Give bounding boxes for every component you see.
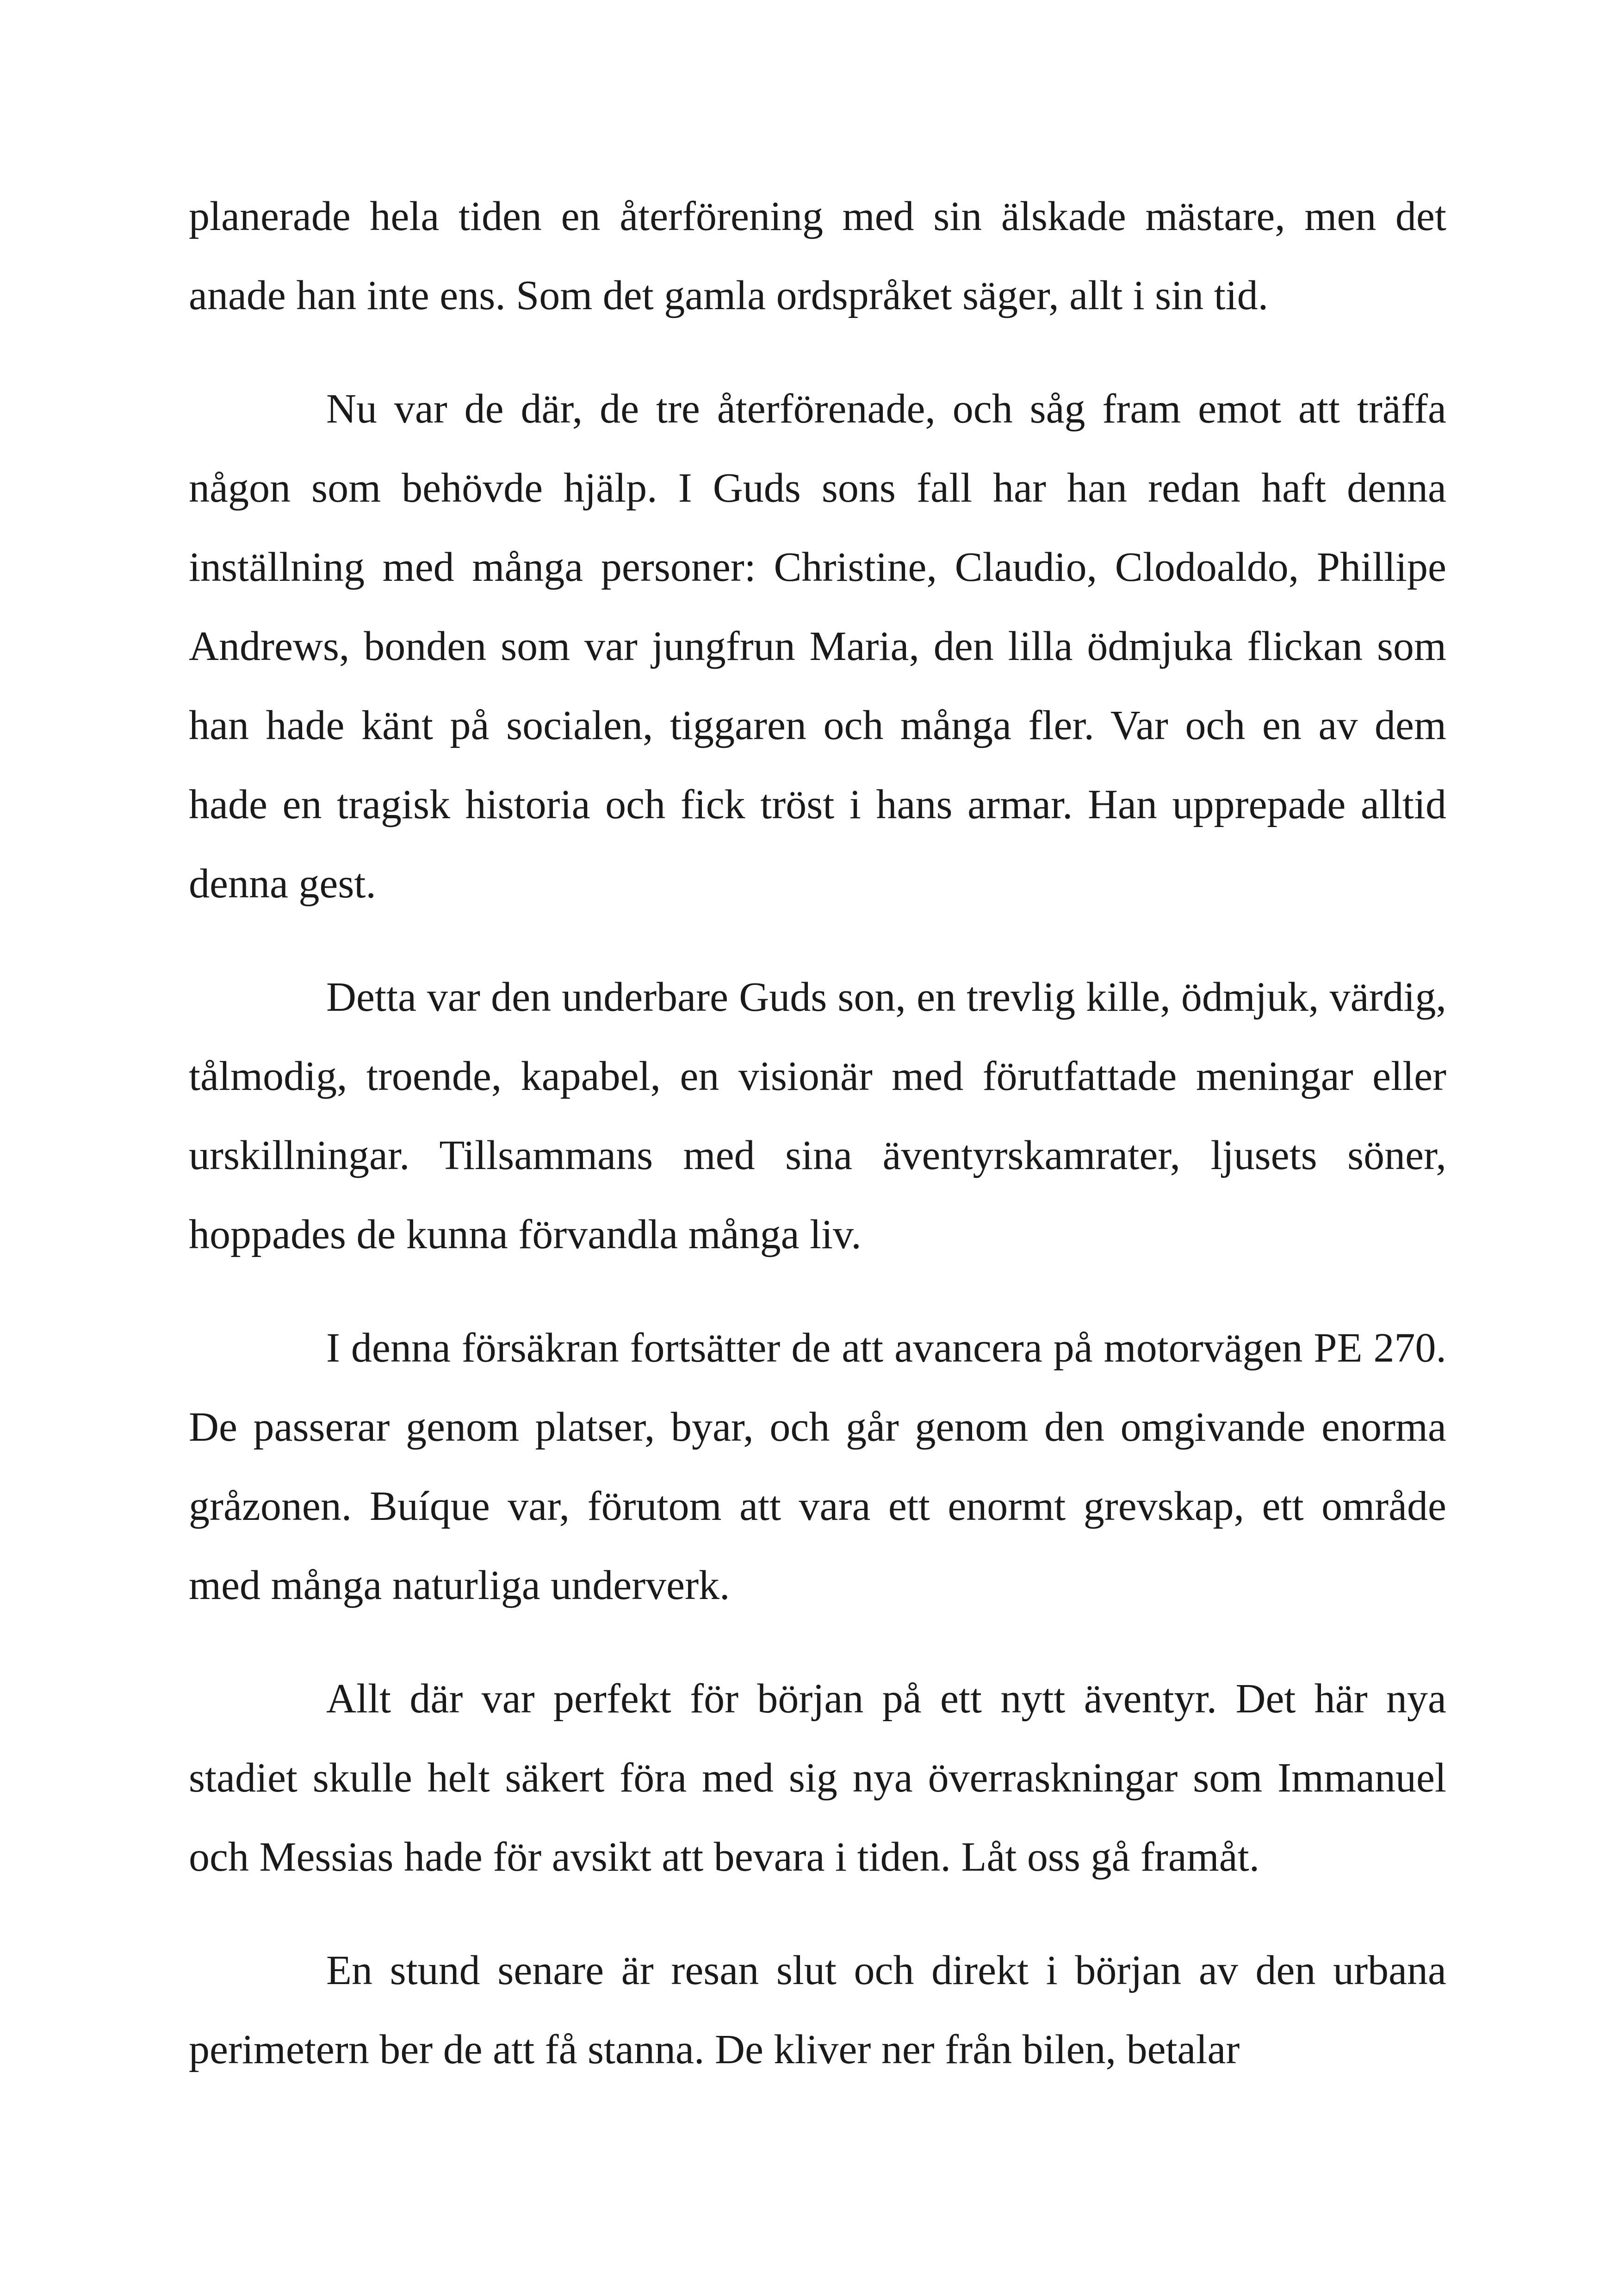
paragraph: I denna försäkran fortsätter de att avancera på motorvägen PE 270. De passerar genom platser, byar, och går genom den omgivande enorma gråzonen. Buíque var, förutom att vara ett enormt grevskap, ett område med många naturliga underverk. xyxy=(189,1325,1446,1608)
paragraph: Allt där var perfekt för början på ett nytt äventyr. Det här nya stadiet skulle helt säkert föra med sig nya överraskningar som Immanuel och Messias hade för avsikt att bevara i tiden. Låt oss gå framåt. xyxy=(189,1676,1446,1880)
paragraph: planerade hela tiden en återförening med sin älskade mästare, men det anade han inte ens. Som det gamla ordspråket säger, allt i sin tid. xyxy=(189,193,1446,318)
paragraph: En stund senare är resan slut och direkt i början av den urbana perimetern ber de att få stanna. De kliver ner från bilen, betalar xyxy=(189,1948,1446,2072)
paragraph: Detta var den underbare Guds son, en trevlig kille, ödmjuk, värdig, tålmodig, troende, kapabel, en visionär med förutfattade meningar eller urskillningar. Tillsammans med sina äventyrskamrater, ljusets söner, hoppades de kunna förvandla många liv. xyxy=(189,974,1446,1257)
body-text xyxy=(189,177,1446,2089)
paragraph: Nu var de där, de tre återförenade, och såg fram emot att träffa någon som behövde hjälp. I Guds sons fall har han redan haft denna inställning med många personer: Christine, Claudio, Clodoaldo, Phillipe Andrews, bonden som var jungfrun Maria, den lilla ödmjuka flickan som han hade känt på socialen, tiggaren och många fler. Var och en av dem hade en tragisk historia och fick tröst i hans armar. Han upprepade alltid denna gest. xyxy=(189,386,1446,907)
